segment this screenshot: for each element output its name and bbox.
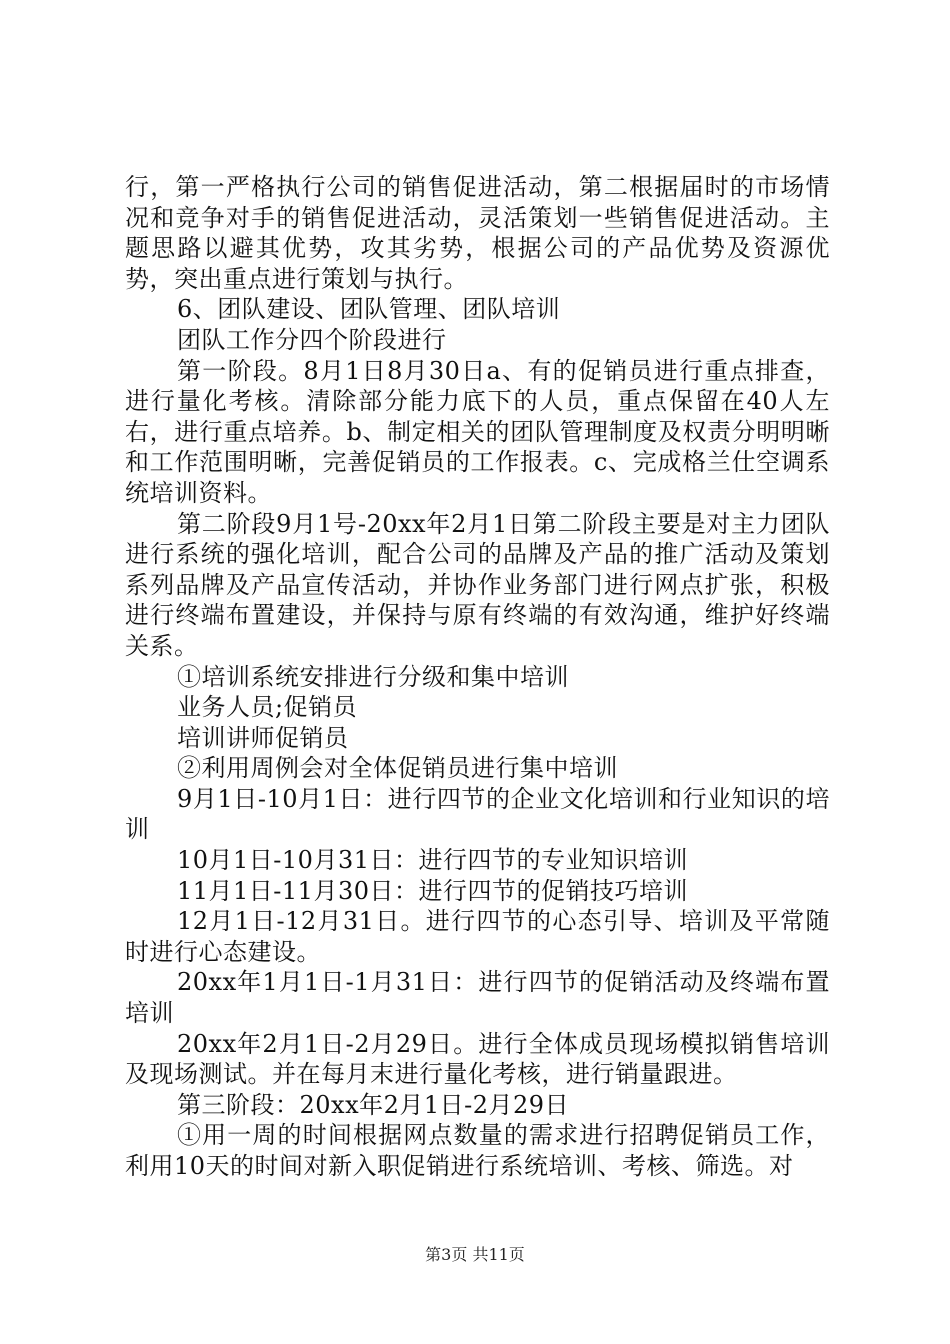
paragraph-16: 第三阶段：20xx年2月1日-2月29日 [177,1090,570,1119]
paragraph-13: 12月1日-12月31日。进行四节的心态引导、培训及平常随时进行心态建设。 [125,907,830,966]
paragraph-1: 行，第一严格执行公司的销售促进活动，第二根据届时的市场情况和竞争对手的销售促进活动，灵活策划一些销售促进活动。主题思路以避其优势，攻其劣势，根据公司的产品优势及资源优势，突出重点进行策划与执行。 [125,173,830,293]
paragraph-9: ②利用周例会对全体促销员进行集中培训 [177,754,618,783]
paragraph-5: 第二阶段9月1号-20xx年2月1日第二阶段主要是对主力团队进行系统的强化培训，配合公司的品牌及产品的推广活动及策划系列品牌及产品宣传活动，并协作业务部门进行网点扩张，积极进行终端布置建设，并保持与原有终端的有效沟通，维护好终端关系。 [125,509,830,660]
paragraph-7: 业务人员;促销员 [177,693,358,722]
paragraph-4: 第一阶段。8月1日8月30日a、有的促销员进行重点排查，进行量化考核。清除部分能力底下的人员，重点保留在40人左右，进行重点培养。b、制定相关的团队管理制度及权责分明明晰和工作范围明晰，完善促销员的工作报表。c、完成格兰仕空调系统培训资料。 [125,356,830,507]
paragraph-8: 培训讲师促销员 [177,723,349,752]
paragraph-3: 团队工作分四个阶段进行 [177,325,447,354]
paragraph-14: 20xx年1月1日-1月31日：进行四节的促销活动及终端布置培训 [125,968,830,1028]
paragraph-11: 10月1日-10月31日：进行四节的专业知识培训 [177,846,688,875]
paragraph-2: 6、团队建设、团队管理、团队培训 [177,295,561,324]
paragraph-6: ①培训系统安排进行分级和集中培训 [177,662,569,691]
paragraph-12: 11月1日-11月30日：进行四节的促销技巧培训 [177,876,688,905]
paragraph-10: 9月1日-10月1日：进行四节的企业文化培训和行业知识的培训 [125,784,830,844]
paragraph-17: ①用一周的时间根据网点数量的需求进行招聘促销员工作，利用10天的时间对新入职促销进行系统培训、考核、筛选。对 [125,1121,830,1180]
paragraph-15: 20xx年2月1日-2月29日。进行全体成员现场模拟销售培训及现场测试。并在每月末进行量化考核，进行销量跟进。 [125,1029,830,1089]
page-footer: 第3页 共11页 [425,1245,525,1264]
document-body [125,172,830,1182]
